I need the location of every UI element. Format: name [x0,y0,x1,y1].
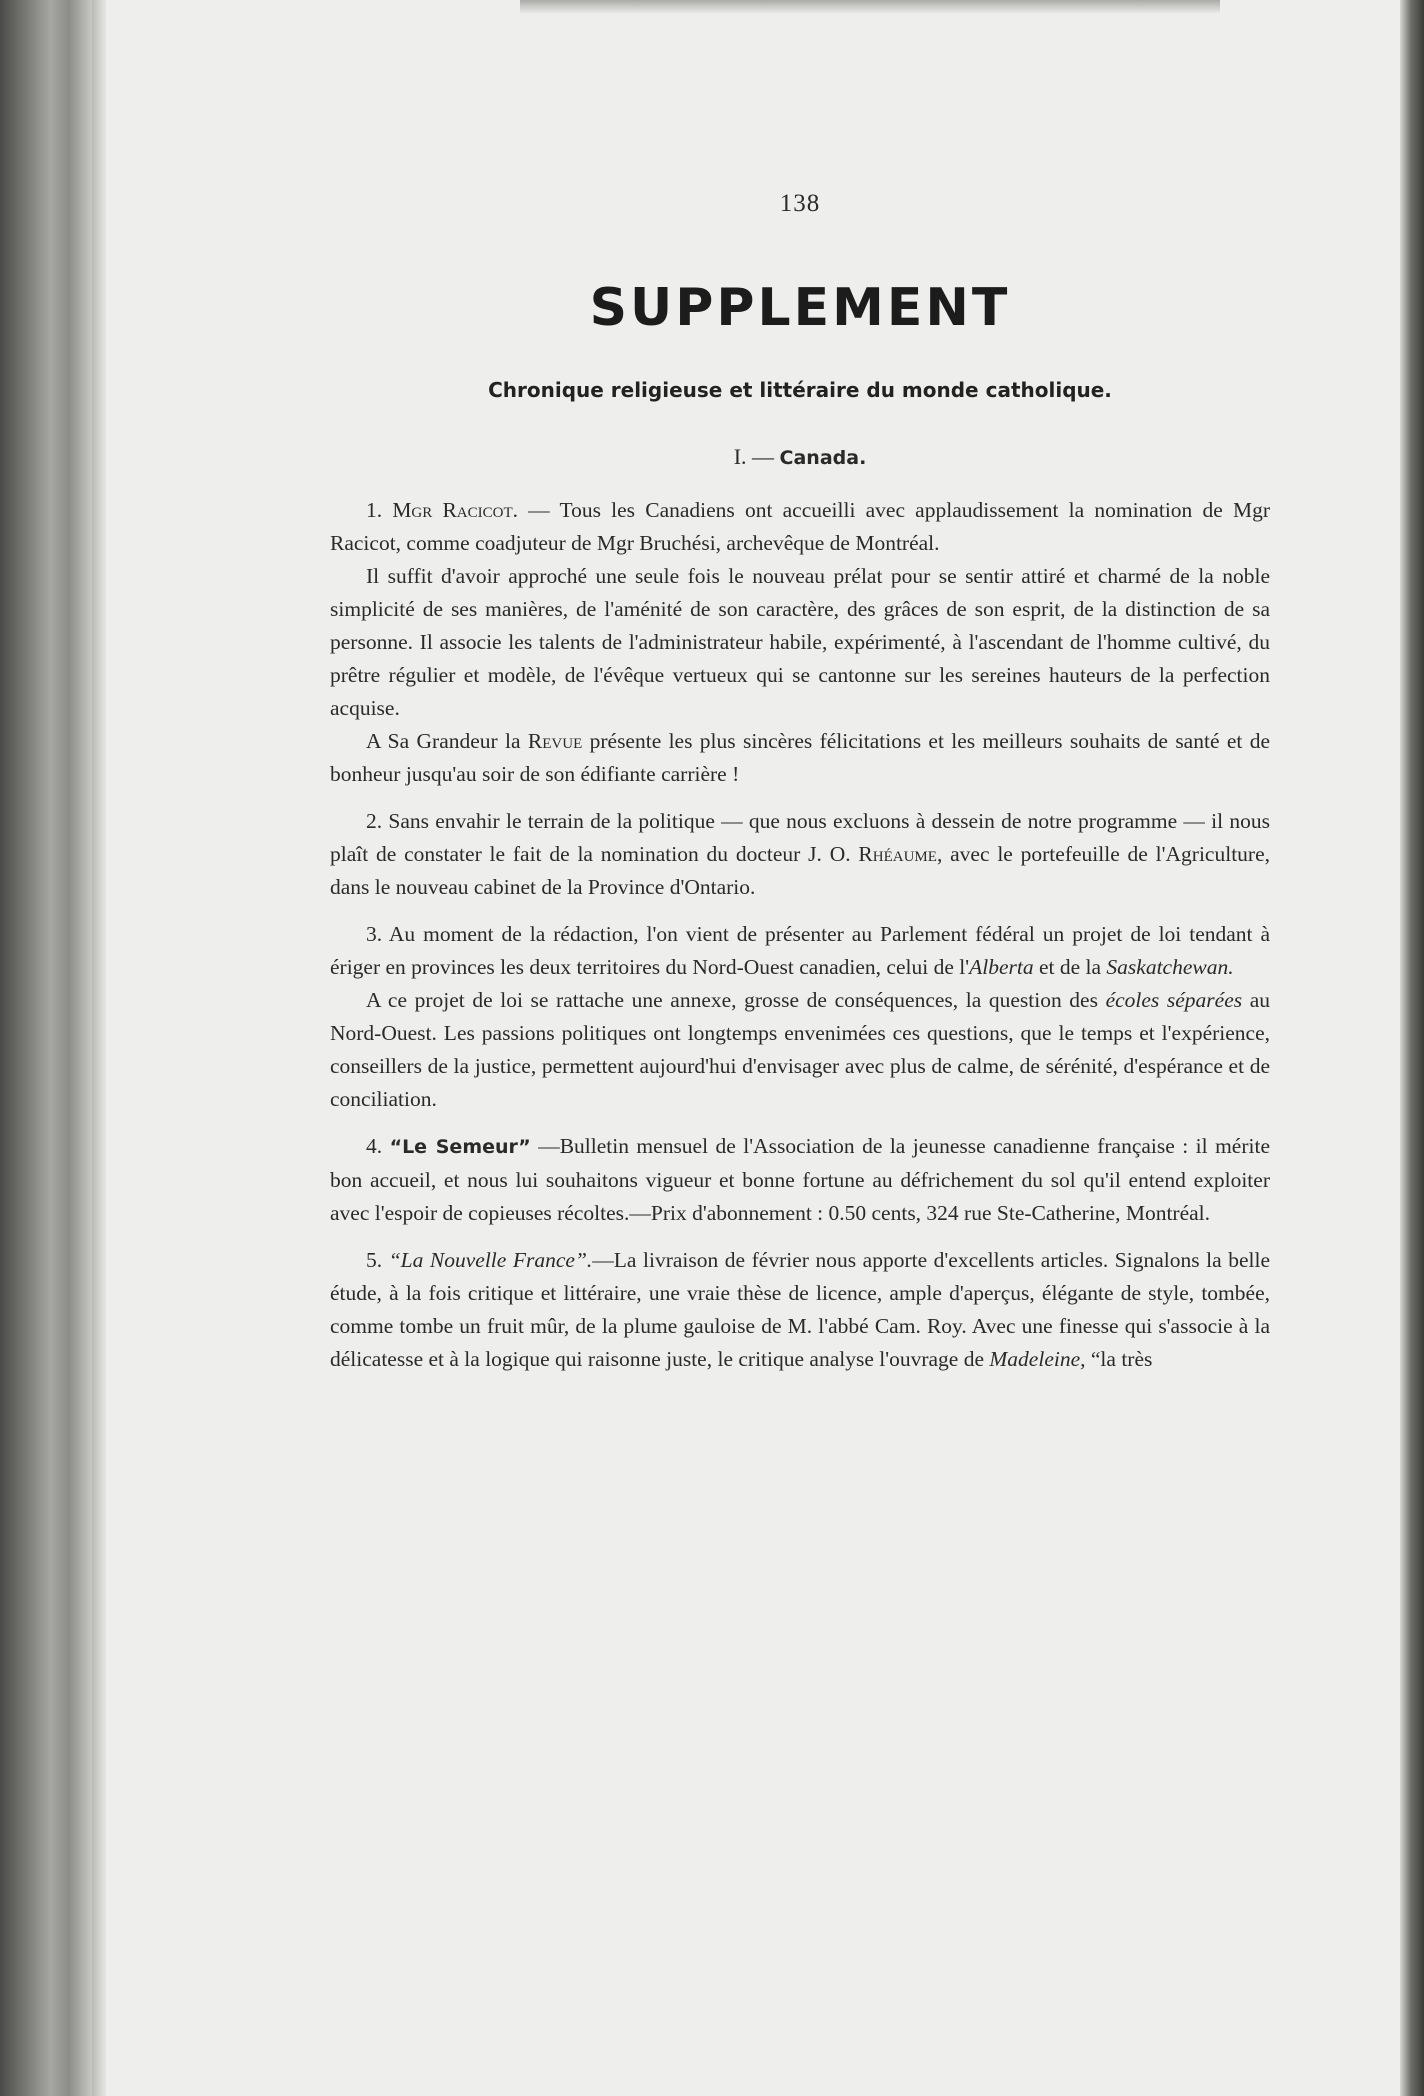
text-run: 2. Sans envahir le terrain de la politique — que nous excluons à dessein de notre programme — il nous plaît de constater le fait de la nomination du docteur J. O. [330,809,1270,866]
text-run: et de la [1033,955,1107,979]
item-number: 1. [366,498,393,522]
paragraph-2 [330,805,1270,904]
text-run: “la très [1085,1347,1153,1371]
paragraph-5 [330,1244,1270,1376]
page-title: SUPPLEMENT [589,278,1011,338]
paragraph-1 [330,494,1270,560]
publication-name: “Le Semeur” [389,1136,531,1158]
province-name: Saskatchewan. [1106,955,1234,979]
paragraph-1c [330,725,1270,791]
publication-name: “La Nouvelle France”. [388,1248,593,1272]
text-run: —La livraison de février nous apporte d'excellents articles. Signalons la belle étude, à la fois critique et littéraire, une vraie thèse de licence, ample d'aperçus, élégante de style, tombée, comme tombe un fruit mûr, de la plume gauloise de M. l'abbé Cam. Roy. Avec une finesse qui s'associe à la délicatesse et à la logique qui raisonne juste, le critique analyse l'ouvrage de [330,1248,1271,1371]
page-subtitle: Chronique religieuse et littéraire du monde catholique. [488,378,1112,402]
item-lead: Mgr Racicot. [392,498,518,522]
paragraph-4 [330,1130,1270,1230]
book-title: Madeleine, [989,1347,1086,1371]
province-name: Alberta [969,955,1034,979]
right-page-edge [1400,0,1424,2096]
paragraph-3b [330,984,1270,1116]
page-content [330,180,1270,1376]
section-numeral: I. — [733,444,780,469]
emphasis: écoles séparées [1105,988,1243,1012]
item-number: 4. [366,1134,390,1158]
revue-name: Revue [527,729,583,753]
section-name: Canada. [779,447,867,469]
section-heading [330,444,1270,470]
text-run: au Nord-Ouest. Les passions politiques ont longtemps envenimées ces questions, que le temps et l'expérience, conseillers de la justice, permettent aujourd'hui d'envisager avec plus de calme, de sérénité, d'espérance et de conciliation. [330,988,1270,1111]
item-text: — Tous les Canadiens ont accueilli avec applaudissement la nomination de Mgr Racicot, comme coadjuteur de Mgr Bruchési, archevêque de Montréal. [330,498,1270,555]
text-run: , avec le portefeuille de l'Agriculture, dans le nouveau cabinet de la Province d'Ontario. [330,842,1270,899]
text-run: A ce projet de loi se rattache une annexe, grosse de conséquences, la question des [366,988,1106,1012]
paragraph-1b: Il suffit d'avoir approché une seule fois le nouveau prélat pour se sentir attiré et charmé de la noble simplicité de ses manières, de l'aménité de son caractère, des grâces de son esprit, de la distinction de sa personne. Il associe les talents de l'administrateur habile, expérimenté, à l'ascendant de l'homme cultivé, du prêtre régulier et modèle, de l'évêque vertueux qui se cantonne sur les sereines hauteurs de la perfection acquise. [330,564,1270,720]
gutter-shadow [92,0,106,2096]
item-number: 5. [366,1248,389,1272]
top-edge-shadow [520,0,1220,14]
paragraph-3 [330,918,1270,984]
text-run: A Sa Grandeur la [366,729,528,753]
text-run: —Bulletin mensuel de l'Association de la jeunesse canadienne française : il mérite bon accueil, et nous lui souhaitons vigueur et bonne fortune au défrichement du sol qu'il entend exploiter avec l'espoir de copieuses récoltes.—Prix d'abonnement : 0.50 cents, 324 rue Ste-Catherine, Montréal. [330,1134,1270,1225]
person-name: Rhéaume [858,842,937,866]
book-gutter [0,0,92,2096]
text-run: présente les plus sincères félicitations et les meilleurs souhaits de santé et de bonheur jusqu'au soir de son édifiante carrière ! [330,729,1270,786]
page-number: 138 [779,190,821,217]
text-run: 3. Au moment de la rédaction, l'on vient de présenter au Parlement fédéral un projet de loi tendant à ériger en provinces les deux territoires du Nord-Ouest canadien, celui de l' [330,922,1270,979]
